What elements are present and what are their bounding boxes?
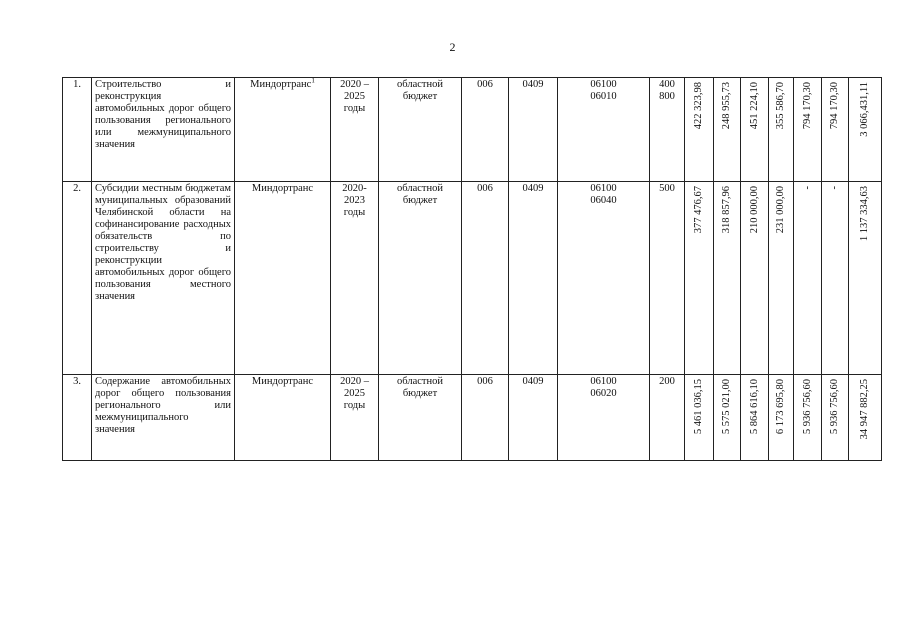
target-article-code: 06100 06010 — [558, 78, 650, 182]
value-2023-text: 231 000,00 — [775, 186, 786, 234]
grbs-code: 006 — [462, 78, 509, 182]
value-2024 — [794, 78, 822, 182]
executor — [235, 78, 331, 182]
row-number: 1. — [63, 78, 92, 182]
value-2024 — [794, 375, 822, 461]
value-2021 — [714, 375, 741, 461]
row-number: 2. — [63, 182, 92, 375]
value-2022-text: 451 224,10 — [748, 82, 760, 130]
value-2023 — [769, 78, 794, 182]
value-total-text: 34 947 882,25 — [859, 379, 870, 440]
expense-type-code: 400 800 — [650, 78, 685, 182]
value-2023-text: 355 586,70 — [775, 82, 786, 130]
value-2023 — [769, 182, 794, 375]
value-2021-text: 248 955,73 — [721, 82, 732, 130]
value-2024-text: 794 170,30 — [801, 82, 813, 130]
value-2021 — [714, 182, 741, 375]
value-2025-text: 794 170,30 — [829, 82, 840, 130]
value-2025-text: 5 936 756,60 — [829, 379, 840, 435]
value-2020 — [685, 375, 714, 461]
table-row — [63, 78, 882, 182]
executor-footnote: 1 — [311, 77, 315, 85]
measure-description: Субсидии местным бюджетам муниципальных образований Челябинской области на софинансирование расходных обязательств по строительству и реконструкции автомобильных дорог общего пользования местного значения — [92, 182, 235, 375]
value-2020-text: 377 476,67 — [693, 186, 704, 234]
value-2023 — [769, 375, 794, 461]
value-total-text: 1 137 334,63 — [859, 186, 870, 242]
value-2022 — [741, 182, 769, 375]
expense-type-code: 500 — [650, 182, 685, 375]
budget-source: областной бюджет — [379, 375, 462, 461]
target-article-code: 06100 06020 — [558, 375, 650, 461]
measure-description: Содержание автомобильных дорог общего пользования регионального или межмуниципального значения — [92, 375, 235, 461]
table-row — [63, 182, 882, 375]
value-2021-text: 5 575 021,00 — [721, 379, 732, 435]
budget-table — [62, 77, 882, 461]
value-2025-text: - — [829, 186, 840, 190]
value-2021 — [714, 78, 741, 182]
executor-name: Миндортранс — [251, 376, 314, 387]
budget-source: областной бюджет — [379, 78, 462, 182]
value-total — [849, 375, 882, 461]
value-2025 — [822, 375, 849, 461]
value-2022-text: 5 864 616,10 — [748, 379, 760, 435]
period: 2020- 2023 годы — [331, 182, 379, 375]
value-total-text: 3 066,431,11 — [859, 82, 870, 137]
value-2025 — [822, 182, 849, 375]
period: 2020 – 2025 годы — [331, 78, 379, 182]
budget-source: областной бюджет — [379, 182, 462, 375]
table-row — [63, 375, 882, 461]
value-2020-text: 5 461 036,15 — [693, 379, 704, 435]
grbs-code: 006 — [462, 182, 509, 375]
value-2020 — [685, 78, 714, 182]
value-2020-text: 422 323,98 — [693, 82, 704, 130]
target-article-code: 06100 06040 — [558, 182, 650, 375]
value-2021-text: 318 857,96 — [721, 186, 732, 234]
value-2025 — [822, 78, 849, 182]
value-2024-text: - — [801, 186, 813, 190]
executor-name: Миндортранс — [251, 183, 314, 194]
executor — [235, 375, 331, 461]
value-total — [849, 182, 882, 375]
grbs-code: 006 — [462, 375, 509, 461]
row-number: 3. — [63, 375, 92, 461]
value-2024 — [794, 182, 822, 375]
value-2022-text: 210 000,00 — [748, 186, 760, 234]
period: 2020 – 2025 годы — [331, 375, 379, 461]
section-code: 0409 — [509, 78, 558, 182]
measure-description: Строительство и реконструкция автомобильных дорог общего пользования регионального или межмуниципального значения — [92, 78, 235, 182]
executor-name: Миндортранс — [250, 79, 312, 90]
value-2022 — [741, 375, 769, 461]
value-2024-text: 5 936 756,60 — [801, 379, 813, 435]
section-code: 0409 — [509, 375, 558, 461]
value-2020 — [685, 182, 714, 375]
value-total — [849, 78, 882, 182]
section-code: 0409 — [509, 182, 558, 375]
executor — [235, 182, 331, 375]
value-2023-text: 6 173 695,80 — [775, 379, 786, 435]
page-number: 2 — [449, 40, 456, 54]
value-2022 — [741, 78, 769, 182]
expense-type-code: 200 — [650, 375, 685, 461]
